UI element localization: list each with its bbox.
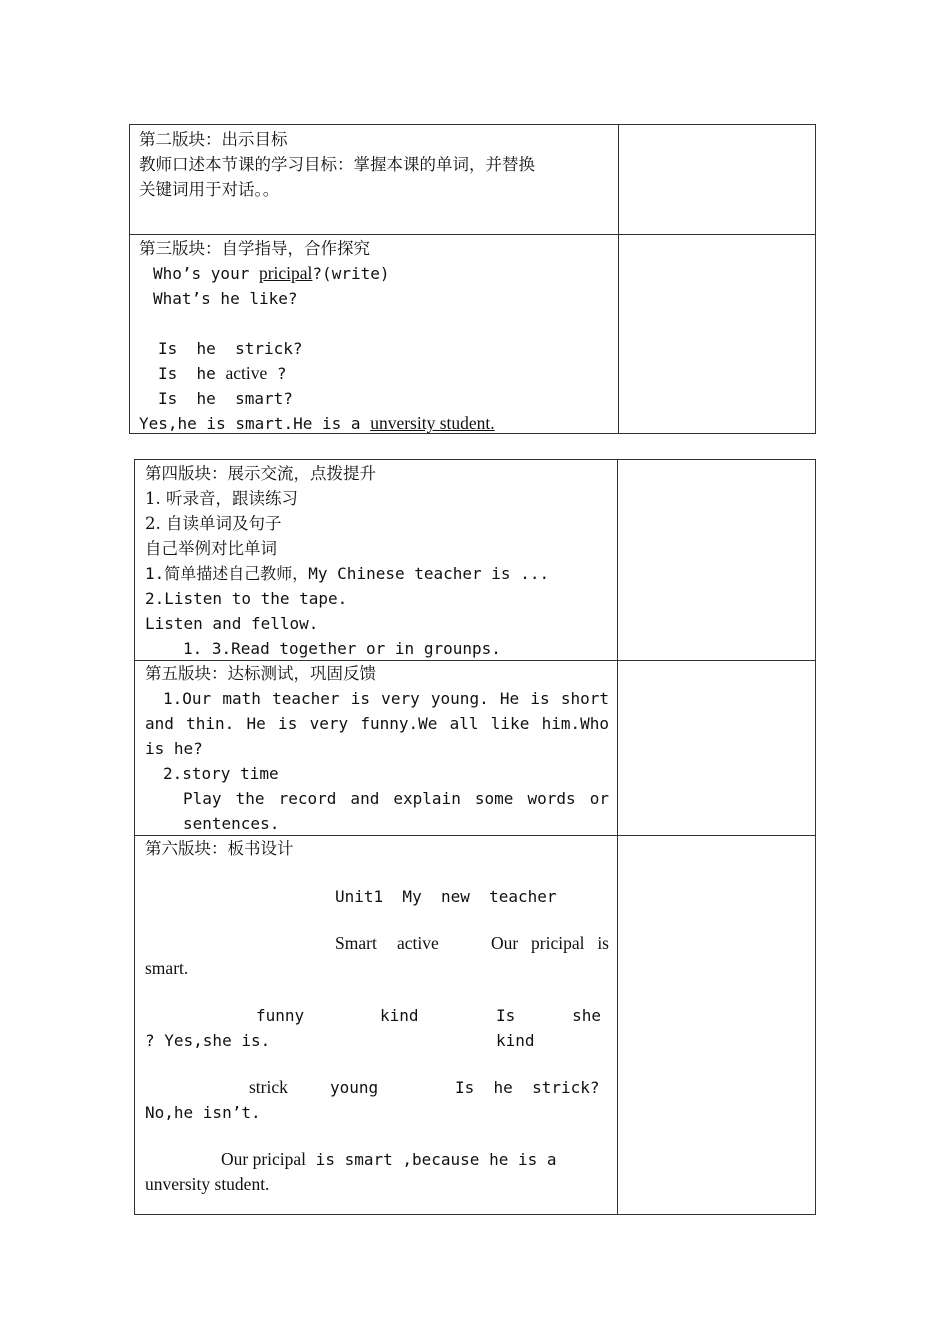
block-2-title: 第二版块：出示目标 xyxy=(139,130,288,149)
board-sentence-3b: No,he isn’t. xyxy=(145,1103,261,1122)
board-word-active: active xyxy=(397,933,439,953)
block-2-line-2: 关键词用于对话。。 xyxy=(139,180,280,199)
block-6-row xyxy=(135,836,815,1214)
board-sentence-4c: unversity student. xyxy=(145,1174,270,1194)
question-4-pre: Is he xyxy=(158,364,226,383)
block-5-para-1a: 1.Our math teacher is very young. He is short xyxy=(163,689,609,708)
board-sentence-4-a: Our pricipal xyxy=(221,1149,307,1169)
word-unversity-student: unversity student. xyxy=(370,413,495,433)
board-word-strick: strick xyxy=(249,1077,288,1097)
block-5-row xyxy=(135,661,815,836)
block-3-row xyxy=(130,235,815,433)
question-4 xyxy=(158,361,286,386)
question-1 xyxy=(153,261,389,286)
block-2-line-1: 教师口述本节课的学习目标：掌握本课的单词，并替换 xyxy=(139,155,535,174)
board-sentence-4-b: is smart ,because he is a xyxy=(306,1150,557,1169)
question-2: What’s he like? xyxy=(153,289,298,308)
board-word-young: young xyxy=(330,1078,379,1097)
board-sentence-2b: ? Yes,she is. xyxy=(145,1031,271,1050)
word-active: active xyxy=(225,363,268,383)
board-sentence-1b: smart. xyxy=(145,958,189,978)
block-4-item-1: 1. 听录音，跟读练习 xyxy=(145,489,298,508)
block-6-title: 第六版块：板书设计 xyxy=(145,839,294,858)
block-5-title: 第五版块：达标测试，巩固反馈 xyxy=(145,664,376,683)
board-unit-title: Unit1 My new teacher xyxy=(335,887,557,906)
block-4-item-5: 2.Listen to the tape. xyxy=(145,589,348,608)
question-5: Is he smart? xyxy=(158,389,293,408)
block-4-item-4: 1.简单描述自己教师，My Chinese teacher is ... xyxy=(145,564,550,583)
block-4-title: 第四版块：展示交流，点拨提升 xyxy=(145,464,376,483)
answer-pre: Yes,he is smart.He is a xyxy=(139,414,371,433)
block-5-para-1c: is he? xyxy=(145,739,203,758)
answer-line xyxy=(139,411,495,436)
block-4-item-2: 2. 自读单词及句子 xyxy=(145,514,282,533)
question-1-post: ?(write) xyxy=(312,264,390,283)
lesson-table-top xyxy=(129,124,816,434)
block-5-para-1b: and thin. He is very funny.We all like him.Who xyxy=(145,714,609,733)
block-5-para-3a: Play the record and explain some words or xyxy=(183,789,609,808)
block-5-para-3b: sentences. xyxy=(183,814,280,833)
question-1-pre: Who’s your xyxy=(153,264,259,283)
board-word-funny: funny xyxy=(256,1006,305,1025)
board-sentence-1: Our pricipal is xyxy=(491,933,609,953)
block-5-para-2: 2.story time xyxy=(163,764,279,783)
block-4-item-6: Listen and fellow. xyxy=(145,614,319,633)
word-pricipal: pricipal xyxy=(258,263,313,283)
lesson-table-bottom xyxy=(134,459,816,1215)
question-4-post: ? xyxy=(267,364,287,383)
block-3-title: 第三版块：自学指导，合作探究 xyxy=(139,239,370,258)
board-sentence-2: Is she kind xyxy=(496,1006,601,1050)
board-word-smart: Smart xyxy=(335,933,377,953)
block-4-row xyxy=(135,460,815,661)
block-4-item-7: 1. 3.Read together or in grounps. xyxy=(183,639,501,658)
board-sentence-3: Is he strick? xyxy=(455,1078,600,1097)
board-sentence-4 xyxy=(221,1147,557,1172)
board-word-kind: kind xyxy=(380,1006,419,1025)
question-3: Is he strick? xyxy=(158,339,303,358)
block-4-item-3: 自己举例对比单词 xyxy=(145,539,277,558)
block-2-row xyxy=(130,125,815,235)
